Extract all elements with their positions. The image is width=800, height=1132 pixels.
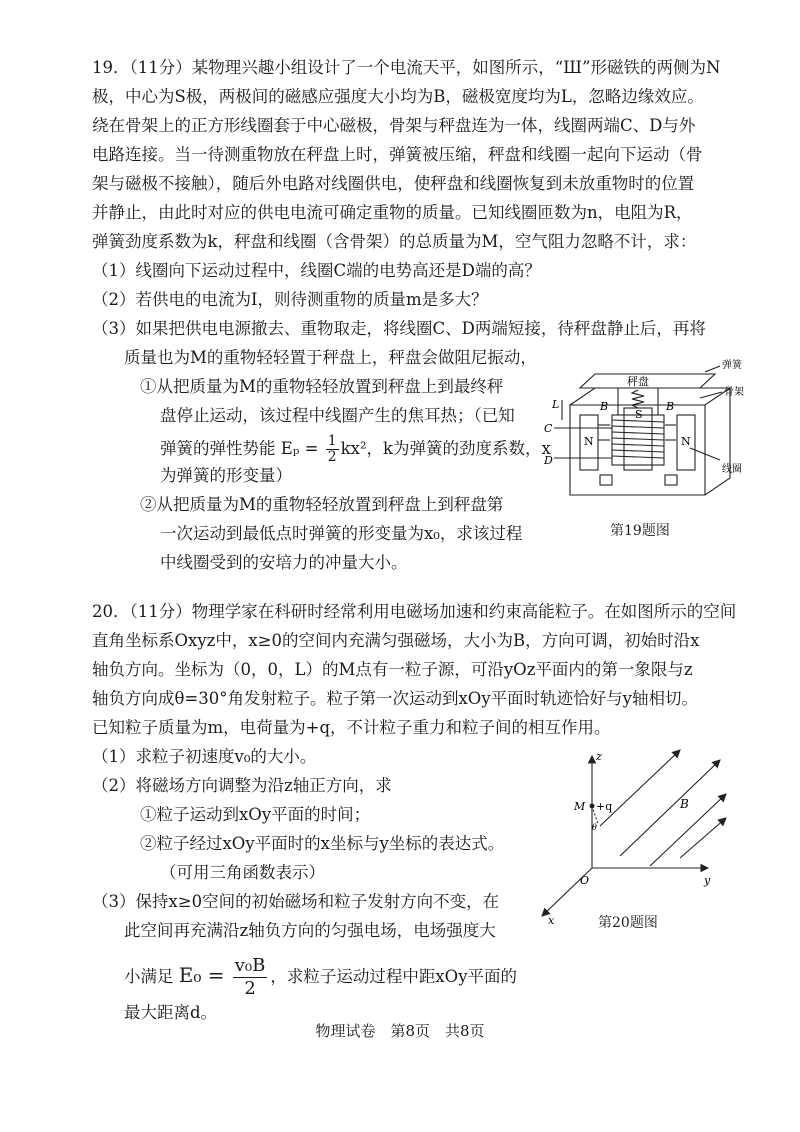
q19-line-4: 电路连接。当一待测重物放在秤盘上时，弹簧被压缩，秤盘和线圈一起向下运动（骨 — [92, 145, 703, 164]
q20-part-3-line-2: 此空间再充满沿z轴负方向的匀强电场，电场强度大 — [124, 921, 496, 940]
fig19-label-s: S — [635, 408, 643, 421]
q19-line-3: 绕在骨架上的正方形线圈套于中心磁极，骨架与秤盘连为一体，线圈两端C、D与外 — [92, 116, 696, 135]
fig19-label-spring: 弹簧 — [722, 360, 742, 371]
q20-part-3-line-1: （3）保持x≥0空间的初始磁场和粒子发射方向不变，在 — [92, 892, 500, 911]
q20-e0-num: v₀B — [234, 955, 266, 976]
fig20-label-y: y — [704, 874, 711, 887]
page-footer: 物理试卷 第8页 共8页 — [315, 1022, 485, 1040]
q20-figure-caption: 第20题图 — [598, 915, 658, 931]
fig19-label-n1: N — [584, 435, 594, 448]
q19-sub-2-line-2: 一次运动到最低点时弹簧的形变量为x₀，求该过程 — [160, 524, 523, 543]
q20-e0-prefix: 小满足 — [124, 967, 174, 986]
fig20-label-o: O — [580, 874, 590, 887]
fig20-label-z: z — [596, 750, 602, 763]
q20-line-2: 直角坐标系Oxyz中，x≥0的空间内充满匀强磁场，大小为B，方向可调，初始时沿x — [92, 631, 700, 650]
q19-part-2: （2）若供电的电流为I，则待测重物的质量m是多大？ — [92, 290, 488, 309]
fig19-label-n2: N — [681, 435, 691, 448]
fig20-label-x: x — [548, 914, 555, 927]
q19-part-3-cont: 质量也为M的重物轻轻置于秤盘上，秤盘会做阻尼振动， — [124, 348, 537, 367]
q19-ep-num: 1 — [327, 433, 337, 449]
fig19-label-d: D — [544, 454, 553, 467]
b-field-lines — [600, 750, 726, 866]
q19-ep-prefix: 弹簧的弹性势能 — [160, 439, 276, 458]
q19-line-5: 架与磁极不接触），随后外电路对线圈供电，使秤盘和线圈恢复到未放重物时的位置 — [92, 174, 695, 193]
fig19-label-frame: 骨架 — [724, 387, 744, 398]
q19-figure-caption: 第19题图 — [610, 523, 670, 539]
fig19-label-b2: B — [666, 400, 675, 413]
q20-part-3-line-3 — [124, 950, 517, 1000]
magnet-base — [570, 388, 730, 495]
q20-part-1: （1）求粒子初速度v₀的大小。 — [92, 747, 317, 766]
q20-part-3-line-4: 最大距离d。 — [124, 1003, 218, 1022]
coil-windings — [612, 415, 664, 465]
q20-e0-fraction — [233, 955, 268, 1000]
fig20-label-theta: θ — [592, 823, 597, 832]
q20-e0-den: 2 — [244, 978, 256, 999]
q20-e0-tail: ，求粒子运动过程中距xOy平面的 — [270, 967, 518, 986]
fig19-label-c: C — [544, 422, 553, 435]
q19-sub-2-line-3: 中线圈受到的安培力的冲量大小。 — [160, 553, 408, 572]
fig20-label-q: +q — [596, 800, 613, 813]
q19-figure — [540, 360, 744, 510]
q19-sub-1-line-1: ①从把质量为M的重物轻轻放置到秤盘上到最终秤 — [140, 377, 504, 396]
q19-ep-symbol: Eₚ = — [280, 439, 319, 458]
q19-sub-1-line-3 — [160, 434, 551, 465]
q20-figure — [530, 748, 730, 926]
q19-sub-1-line-4: 为弹簧的形变量） — [160, 466, 292, 485]
q19-part-1: （1）线圈向下运动过程中，线圈C端的电势高还是D端的高？ — [92, 261, 541, 280]
q19-line-7: 弹簧劲度系数为k，秤盘和线圈（含骨架）的总质量为M，空气阻力忽略不计，求： — [92, 232, 697, 251]
q19-sub-2-line-1: ②从把质量为M的重物轻轻放置到秤盘上到秤盘第 — [140, 495, 504, 514]
point-m — [590, 804, 595, 809]
fig20-label-b: B — [680, 797, 689, 811]
q20-sub-2-note: （可用三角函数表示） — [160, 863, 325, 882]
q20-part-2: （2）将磁场方向调整为沿z轴正方向，求 — [92, 776, 392, 795]
q19-sub-1-line-2: 盘停止运动，该过程中线圈产生的焦耳热；（已知 — [160, 406, 515, 425]
q20-line-4: 轴负方向成θ=30°角发射粒子。粒子第一次运动到xOy平面时轨迹恰好与y轴相切。 — [92, 689, 698, 708]
q20-line-1: 20．（11分）物理学家在科研时经常利用电磁场加速和约束高能粒子。在如图所示的空间 — [92, 602, 737, 621]
fig19-label-b1: B — [600, 400, 609, 413]
q19-line-2: 极，中心为S极，两极间的磁感应强度大小均为B，磁极宽度均为L，忽略边缘效应。 — [92, 87, 704, 106]
q19-ep-tail: kx²，k为弹簧的劲度系数，x — [340, 439, 551, 458]
q19-line-1: 19．（11分）某物理兴趣小组设计了一个电流天平，如图所示，“Ш”形磁铁的两侧为N — [92, 58, 721, 77]
fig19-label-l: L — [552, 398, 560, 411]
fig20-label-m: M — [574, 800, 586, 813]
q20-sub-1: ①粒子运动到xOy平面的时间； — [140, 805, 371, 824]
fig19-label-coil: 线圈 — [722, 464, 742, 475]
q20-e0-symbol: E₀ = — [178, 963, 225, 987]
q20-line-3: 轴负方向。坐标为（0，0，L）的M点有一粒子源，可沿yOz平面内的第一象限与z — [92, 660, 693, 679]
q19-part-3: （3）如果把供电电源撤去、重物取走，将线圈C、D两端短接，待秤盘静止后，再将 — [92, 319, 706, 338]
q19-ep-den: 2 — [327, 449, 337, 465]
q20-sub-2: ②粒子经过xOy平面时的x坐标与y坐标的表达式。 — [140, 834, 505, 853]
q19-ep-fraction — [326, 434, 339, 465]
q19-line-6: 并静止，由此时对应的供电电流可确定重物的质量。已知线圈匝数为n，电阻为R， — [92, 203, 693, 222]
q20-line-5: 已知粒子质量为m，电荷量为+q，不计粒子重力和粒子间的相互作用。 — [92, 718, 611, 737]
fig19-label-pan: 秤盘 — [627, 375, 649, 388]
